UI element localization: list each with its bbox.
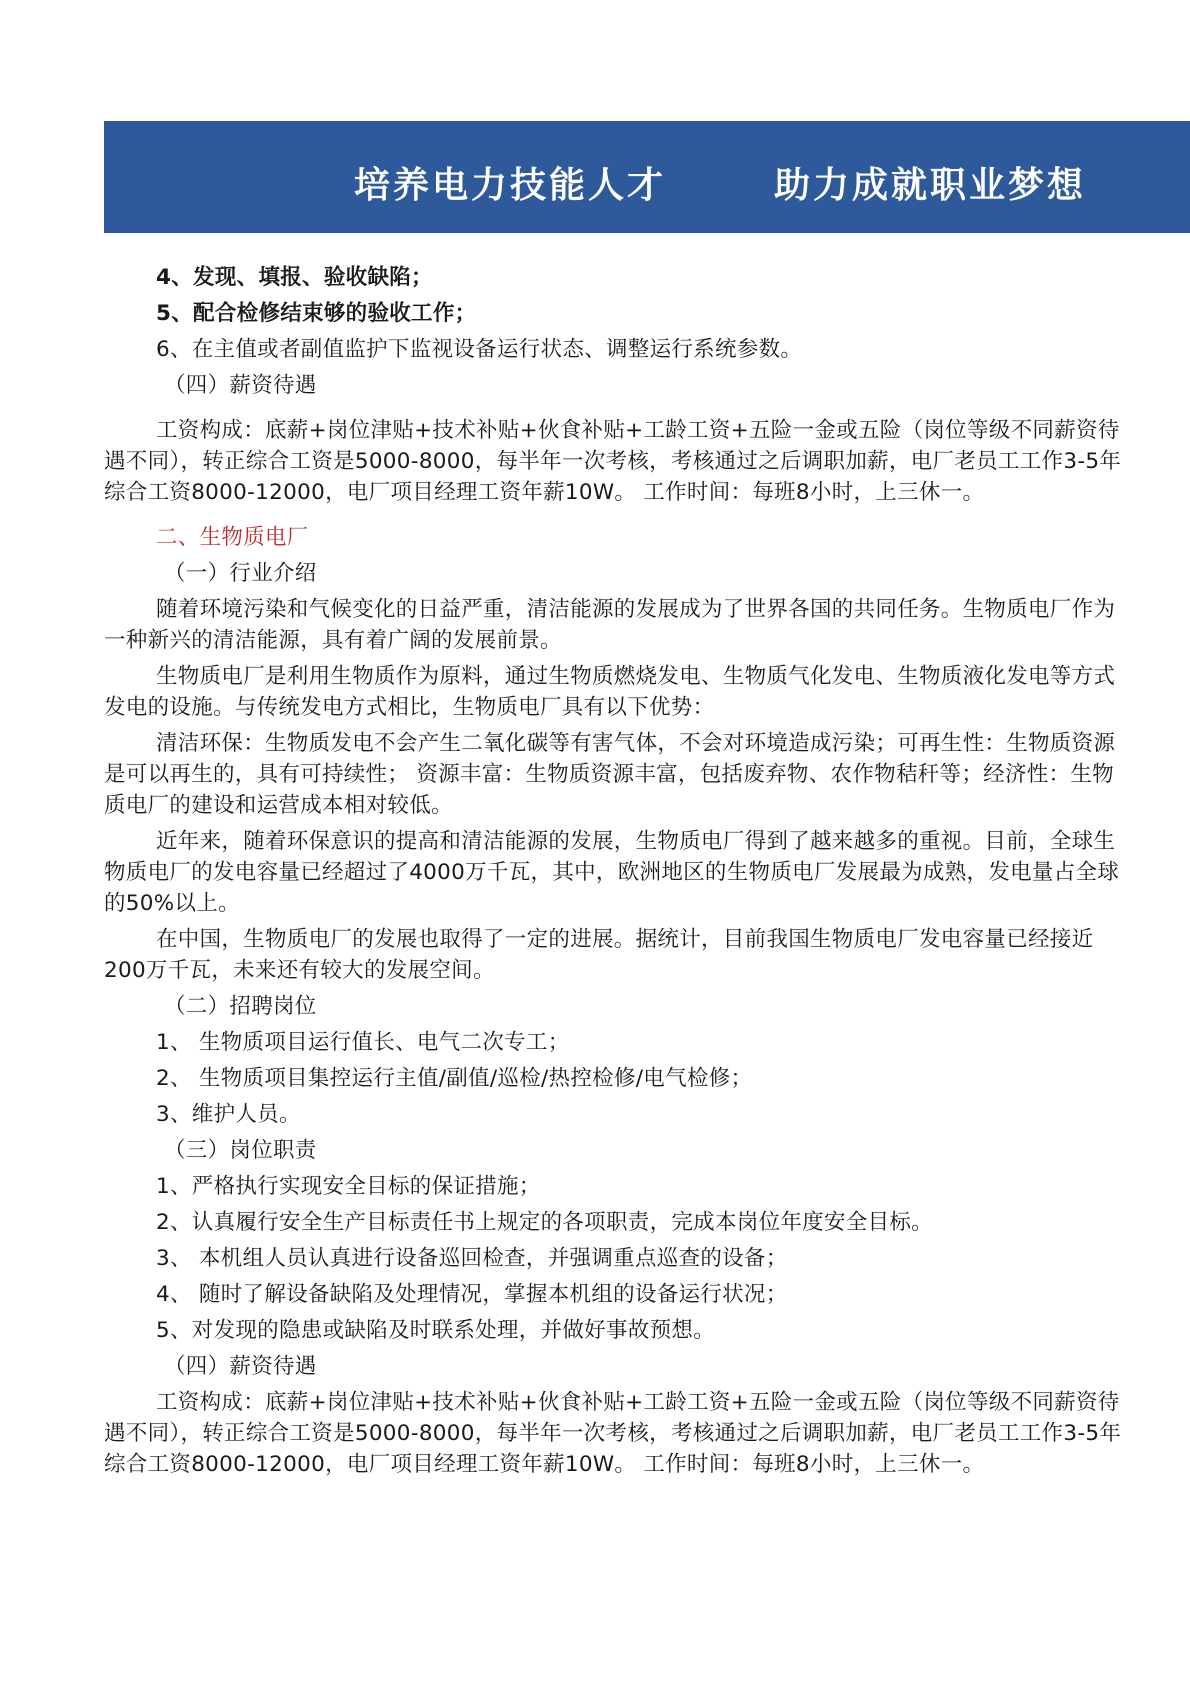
salary-paragraph: 工资构成：底薪+岗位津贴+技术补贴+伙食补贴+工龄工资+五险一金或五险（岗位等级不同薪资待遇不同），转正综合工资是5000-8000，每半年一次考核，考核通过之后调职加薪，电厂老员工工作3-5年综合工资8000-12000，电厂项目经理工资年薪10W。 工作时间：每班8小时，上三休一。 (104, 1390, 1122, 1477)
intro-paragraph: 生物质电厂是利用生物质作为原料，通过生物质燃烧发电、生物质气化发电、生物质液化发电等方式发电的设施。与传统发电方式相比，生物质电厂具有以下优势： (104, 664, 1116, 720)
section-title: 二、生物质电厂 (156, 525, 309, 550)
duty-item: 4、 随时了解设备缺陷及处理情况，掌握本机组的设备运行状况； (156, 1282, 788, 1307)
duty-item: 4、发现、填报、验收缺陷； (156, 265, 433, 290)
banner-slogan-left: 培养电力技能人才 (354, 165, 667, 206)
duty-heading: （三）岗位职责 (164, 1138, 317, 1163)
banner-slogan-right: 助力成就职业梦想 (774, 165, 1087, 206)
duty-item: 2、认真履行安全生产目标责任书上规定的各项职责，完成本岗位年度安全目标。 (156, 1210, 933, 1235)
intro-paragraph: 清洁环保：生物质发电不会产生二氧化碳等有害气体，不会对环境造成污染；可再生性：生物质资源是可以再生的，具有可持续性； 资源丰富：生物质资源丰富，包括废弃物、农作物秸秆等；经济性：生物质电厂的建设和运营成本相对较低。 (104, 731, 1116, 818)
salary-heading: （四）薪资待遇 (164, 373, 317, 398)
header-banner (104, 121, 1190, 233)
intro-paragraph: 在中国，生物质电厂的发展也取得了一定的进展。据统计，目前我国生物质电厂发电容量已经接近200万千瓦，未来还有较大的发展空间。 (104, 927, 1094, 983)
duty-item: 3、 本机组人员认真进行设备巡回检查，并强调重点巡查的设备； (156, 1246, 788, 1271)
recruit-item: 1、 生物质项目运行值长、电气二次专工； (156, 1030, 570, 1055)
recruit-item: 2、 生物质项目集控运行主值/副值/巡检/热控检修/电气检修； (156, 1066, 753, 1091)
salary-paragraph: 工资构成：底薪+岗位津贴+技术补贴+伙食补贴+工龄工资+五险一金或五险（岗位等级不同薪资待遇不同），转正综合工资是5000-8000，每半年一次考核，考核通过之后调职加薪，电厂老员工工作3-5年综合工资8000-12000，电厂项目经理工资年薪10W。 工作时间：每班8小时，上三休一。 (104, 418, 1122, 505)
intro-paragraph: 近年来，随着环保意识的提高和清洁能源的发展，生物质电厂得到了越来越多的重视。目前，全球生物质电厂的发电容量已经超过了4000万千瓦，其中，欧洲地区的生物质电厂发展最为成熟，发电量占全球的50%以上。 (104, 829, 1120, 916)
duty-item: 5、配合检修结束够的验收工作； (156, 301, 477, 326)
duty-item: 1、严格执行实现安全目标的保证措施； (156, 1174, 541, 1199)
intro-heading: （一）行业介绍 (164, 561, 317, 586)
recruit-heading: （二）招聘岗位 (164, 994, 317, 1019)
duty-item: 6、在主值或者副值监护下监视设备运行状态、调整运行系统参数。 (156, 337, 803, 362)
document-body (104, 262, 1122, 1485)
recruit-item: 3、维护人员。 (156, 1102, 301, 1127)
salary-heading: （四）薪资待遇 (164, 1354, 317, 1379)
duty-item: 5、对发现的隐患或缺陷及时联系处理，并做好事故预想。 (156, 1318, 715, 1343)
intro-paragraph: 随着环境污染和气候变化的日益严重，清洁能源的发展成为了世界各国的共同任务。生物质电厂作为一种新兴的清洁能源，具有着广阔的发展前景。 (104, 597, 1116, 653)
